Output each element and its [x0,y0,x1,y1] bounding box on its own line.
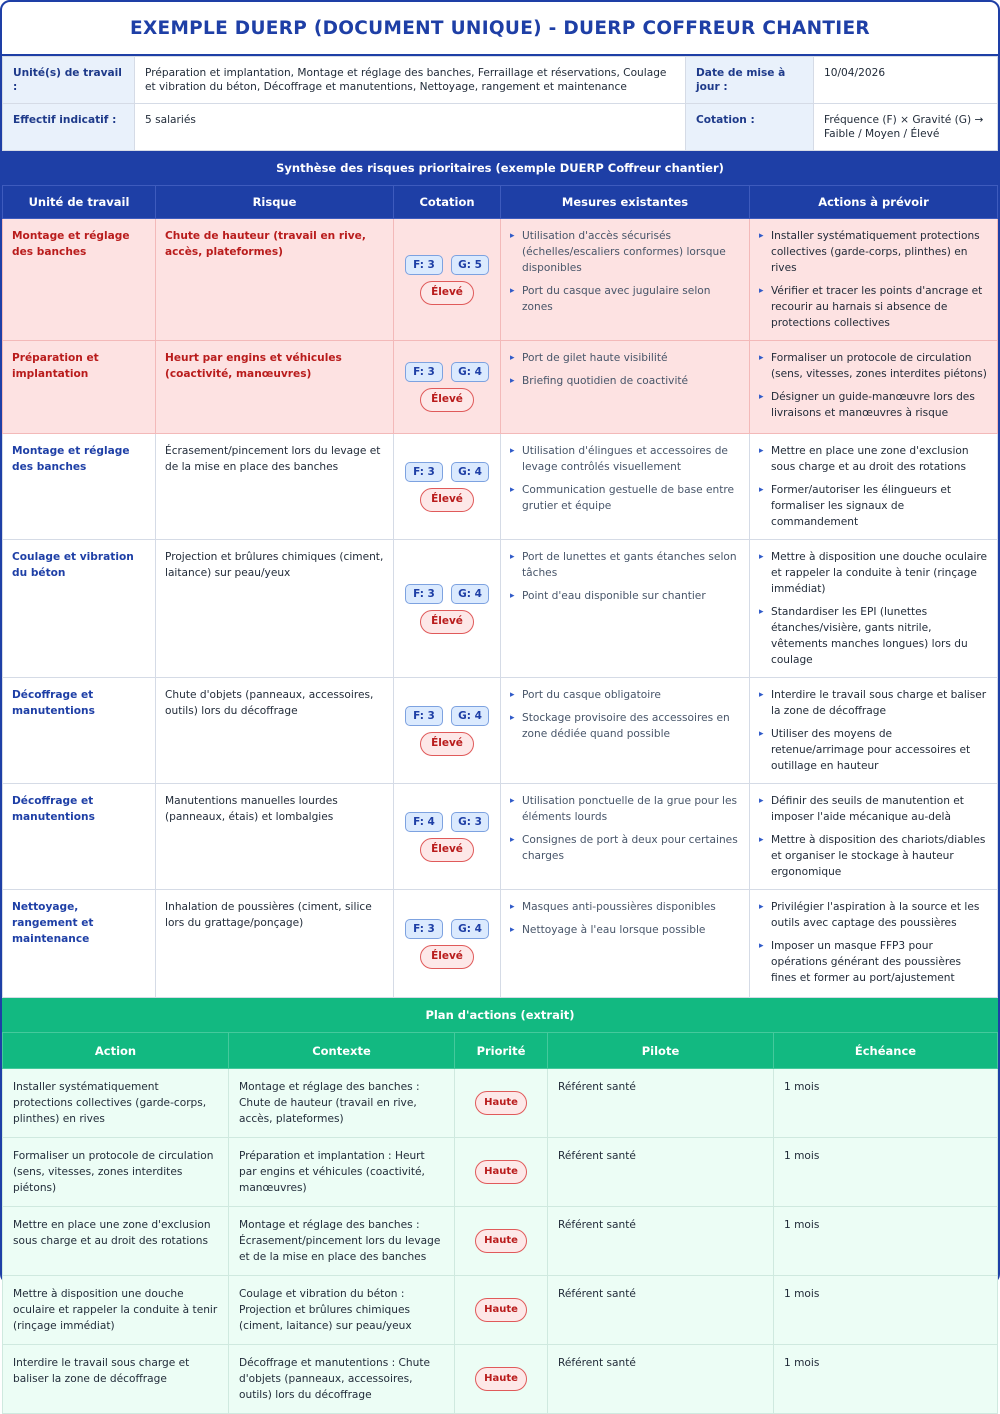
risk-measures [501,678,750,784]
plan-deadline: 1 mois [774,1069,998,1138]
units-label: Unité(s) de travail : [3,57,135,104]
plan-context: Décoffrage et manutentions : Chute d'objets (panneaux, accessoires, outils) lors du décoffrage [229,1345,455,1414]
header-risk: Risque [156,186,394,219]
plan-priority [455,1345,548,1414]
date-label: Date de mise à jour : [686,57,814,104]
risk-description: Chute d'objets (panneaux, accessoires, outils) lors du décoffrage [156,678,394,784]
measure-item: ▸ Port du casque avec jugulaire selon zones [510,283,740,315]
risk-actions [750,219,998,341]
gravity-badge: G: 3 [451,812,489,832]
risk-row [3,341,998,434]
frequency-badge: F: 3 [405,584,443,604]
risk-description: Inhalation de poussières (ciment, silice lors du grattage/ponçage) [156,890,394,998]
measure-item: ▸ Port du casque obligatoire [510,687,740,703]
risks-body [3,219,998,998]
risk-measures [501,434,750,540]
gravity-badge: G: 4 [451,919,489,939]
gravity-badge: G: 4 [451,706,489,726]
risk-level-badge: Élevé [420,838,474,862]
plan-pilot: Référent santé [548,1276,774,1345]
header-priority: Priorité [455,1033,548,1069]
plan-priority [455,1276,548,1345]
action-item: ▸ Mettre à disposition une douche oculaire et rappeler la conduite à tenir (rinçage immédiat) [759,549,988,597]
action-item: ▸ Installer systématiquement protections collectives (garde-corps, plinthes) en rives [759,228,988,276]
risk-unit: Nettoyage, rangement et maintenance [3,890,156,998]
risks-section-title: Synthèse des risques prioritaires (exemple DUERP Coffreur chantier) [2,151,998,185]
action-item: ▸ Définir des seuils de manutention et imposer l'aide mécanique au-delà [759,793,988,825]
risk-level-badge: Élevé [420,388,474,412]
risk-actions [750,890,998,998]
plan-priority [455,1207,548,1276]
plan-priority [455,1138,548,1207]
plan-row [3,1069,998,1138]
risk-row [3,890,998,998]
risk-level-badge: Élevé [420,732,474,756]
header-actions: Actions à prévoir [750,186,998,219]
risk-row [3,540,998,678]
header-action: Action [3,1033,229,1069]
action-item: ▸ Formaliser un protocole de circulation (sens, vitesses, zones interdites piétons) [759,350,988,382]
plan-deadline: 1 mois [774,1207,998,1276]
action-item: ▸ Mettre en place une zone d'exclusion sous charge et au droit des rotations [759,443,988,475]
plan-section-title: Plan d'actions (extrait) [2,998,998,1032]
risk-description: Manutentions manuelles lourdes (panneaux, étais) et lombalgies [156,784,394,890]
risk-measures [501,540,750,678]
frequency-badge: F: 3 [405,919,443,939]
risks-header-row [3,186,998,219]
action-item: ▸ Interdire le travail sous charge et baliser la zone de décoffrage [759,687,988,719]
plan-action: Mettre en place une zone d'exclusion sous charge et au droit des rotations [3,1207,229,1276]
plan-action: Installer systématiquement protections collectives (garde-corps, plinthes) en rives [3,1069,229,1138]
plan-deadline: 1 mois [774,1138,998,1207]
risk-unit: Préparation et implantation [3,341,156,434]
risk-row [3,678,998,784]
measure-item: ▸ Masques anti-poussières disponibles [510,899,740,915]
risk-row [3,784,998,890]
plan-header-row [3,1033,998,1069]
action-item: ▸ Utiliser des moyens de retenue/arrimage pour accessoires et outillage en hauteur [759,726,988,774]
risk-cotation [394,434,501,540]
plan-priority [455,1069,548,1138]
plan-context: Montage et réglage des banches : Chute de hauteur (travail en rive, accès, plateformes) [229,1069,455,1138]
plan-context: Coulage et vibration du béton : Projection et brûlures chimiques (ciment, laitance) sur peau/yeux [229,1276,455,1345]
units-value: Préparation et implantation, Montage et réglage des banches, Ferraillage et réservations, Coulage et vibration du béton, Décoffrage et manutentions, Nettoyage, rangement et maintenance [135,57,686,104]
risk-unit: Décoffrage et manutentions [3,678,156,784]
risk-cotation [394,540,501,678]
frequency-badge: F: 3 [405,462,443,482]
header-cotation: Cotation [394,186,501,219]
plan-body [3,1069,998,1414]
risk-cotation [394,678,501,784]
header-context: Contexte [229,1033,455,1069]
risk-cotation [394,890,501,998]
plan-row [3,1138,998,1207]
risk-description: Projection et brûlures chimiques (ciment, laitance) sur peau/yeux [156,540,394,678]
risks-table [2,185,998,998]
risk-unit: Coulage et vibration du béton [3,540,156,678]
risk-level-badge: Élevé [420,488,474,512]
priority-badge: Haute [475,1229,527,1253]
action-item: ▸ Imposer un masque FFP3 pour opérations générant des poussières fines et former au port/ajustement [759,938,988,986]
plan-pilot: Référent santé [548,1345,774,1414]
measure-item: ▸ Port de gilet haute visibilité [510,350,740,366]
measure-item: ▸ Stockage provisoire des accessoires en zone dédiée quand possible [510,710,740,742]
risk-measures [501,341,750,434]
priority-badge: Haute [475,1367,527,1391]
measure-item: ▸ Point d'eau disponible sur chantier [510,588,740,604]
cotation-value: Fréquence (F) × Gravité (G) → Faible / Moyen / Élevé [814,104,998,151]
info-table [2,56,998,151]
frequency-badge: F: 4 [405,812,443,832]
risk-level-badge: Élevé [420,945,474,969]
action-item: ▸ Mettre à disposition des chariots/diables et organiser le stockage à hauteur ergonomique [759,832,988,880]
risk-description: Heurt par engins et véhicules (coactivité, manœuvres) [156,341,394,434]
risk-actions [750,678,998,784]
priority-badge: Haute [475,1091,527,1115]
header-measures: Mesures existantes [501,186,750,219]
action-plan-table [2,1032,998,1414]
effectif-label: Effectif indicatif : [3,104,135,151]
risk-unit: Montage et réglage des banches [3,434,156,540]
risk-row [3,219,998,341]
risk-level-badge: Élevé [420,610,474,634]
plan-row [3,1345,998,1414]
risk-cotation [394,784,501,890]
risk-actions [750,540,998,678]
plan-pilot: Référent santé [548,1069,774,1138]
date-value: 10/04/2026 [814,57,998,104]
gravity-badge: G: 4 [451,362,489,382]
risk-actions [750,341,998,434]
risk-row [3,434,998,540]
document-title: EXEMPLE DUERP (DOCUMENT UNIQUE) - DUERP COFFREUR CHANTIER [2,2,998,56]
header-unit: Unité de travail [3,186,156,219]
action-item: ▸ Vérifier et tracer les points d'ancrage et recourir au harnais si absence de protections collectives [759,283,988,331]
risk-measures [501,784,750,890]
plan-action: Formaliser un protocole de circulation (sens, vitesses, zones interdites piétons) [3,1138,229,1207]
gravity-badge: G: 4 [451,584,489,604]
risk-cotation [394,341,501,434]
plan-action: Interdire le travail sous charge et baliser la zone de décoffrage [3,1345,229,1414]
plan-deadline: 1 mois [774,1345,998,1414]
plan-context: Préparation et implantation : Heurt par engins et véhicules (coactivité, manœuvres) [229,1138,455,1207]
measure-item: ▸ Port de lunettes et gants étanches selon tâches [510,549,740,581]
action-item: ▸ Désigner un guide-manœuvre lors des livraisons et manœuvres à risque [759,389,988,421]
plan-row [3,1207,998,1276]
plan-context: Montage et réglage des banches : Écrasement/pincement lors du levage et de la mise en place des banches [229,1207,455,1276]
risk-level-badge: Élevé [420,281,474,305]
frequency-badge: F: 3 [405,255,443,275]
cotation-label: Cotation : [686,104,814,151]
measure-item: ▸ Communication gestuelle de base entre grutier et équipe [510,482,740,514]
header-pilot: Pilote [548,1033,774,1069]
measure-item: ▸ Utilisation d'accès sécurisés (échelles/escaliers conformes) lorsque disponibles [510,228,740,276]
risk-unit: Décoffrage et manutentions [3,784,156,890]
measure-item: ▸ Consignes de port à deux pour certaines charges [510,832,740,864]
action-item: ▸ Former/autoriser les élingueurs et formaliser les signaux de commandement [759,482,988,530]
plan-deadline: 1 mois [774,1276,998,1345]
gravity-badge: G: 5 [451,255,489,275]
risk-description: Écrasement/pincement lors du levage et de la mise en place des banches [156,434,394,540]
frequency-badge: F: 3 [405,362,443,382]
plan-row [3,1276,998,1345]
plan-action: Mettre à disposition une douche oculaire et rappeler la conduite à tenir (rinçage immédiat) [3,1276,229,1345]
header-deadline: Échéance [774,1033,998,1069]
gravity-badge: G: 4 [451,462,489,482]
info-row [3,57,998,104]
risk-measures [501,219,750,341]
measure-item: ▸ Utilisation d'élingues et accessoires de levage contrôlés visuellement [510,443,740,475]
info-row [3,104,998,151]
action-item: ▸ Privilégier l'aspiration à la source et les outils avec captage des poussières [759,899,988,931]
measure-item: ▸ Nettoyage à l'eau lorsque possible [510,922,740,938]
risk-actions [750,784,998,890]
plan-pilot: Référent santé [548,1207,774,1276]
frequency-badge: F: 3 [405,706,443,726]
action-item: ▸ Standardiser les EPI (lunettes étanches/visière, gants nitrile, vêtements manches longues) lors du coulage [759,604,988,668]
priority-badge: Haute [475,1160,527,1184]
effectif-value: 5 salariés [135,104,686,151]
risk-unit: Montage et réglage des banches [3,219,156,341]
priority-badge: Haute [475,1298,527,1322]
measure-item: ▸ Utilisation ponctuelle de la grue pour les éléments lourds [510,793,740,825]
risk-description: Chute de hauteur (travail en rive, accès, plateformes) [156,219,394,341]
risk-actions [750,434,998,540]
risk-cotation [394,219,501,341]
risk-measures [501,890,750,998]
measure-item: ▸ Briefing quotidien de coactivité [510,373,740,389]
plan-pilot: Référent santé [548,1138,774,1207]
